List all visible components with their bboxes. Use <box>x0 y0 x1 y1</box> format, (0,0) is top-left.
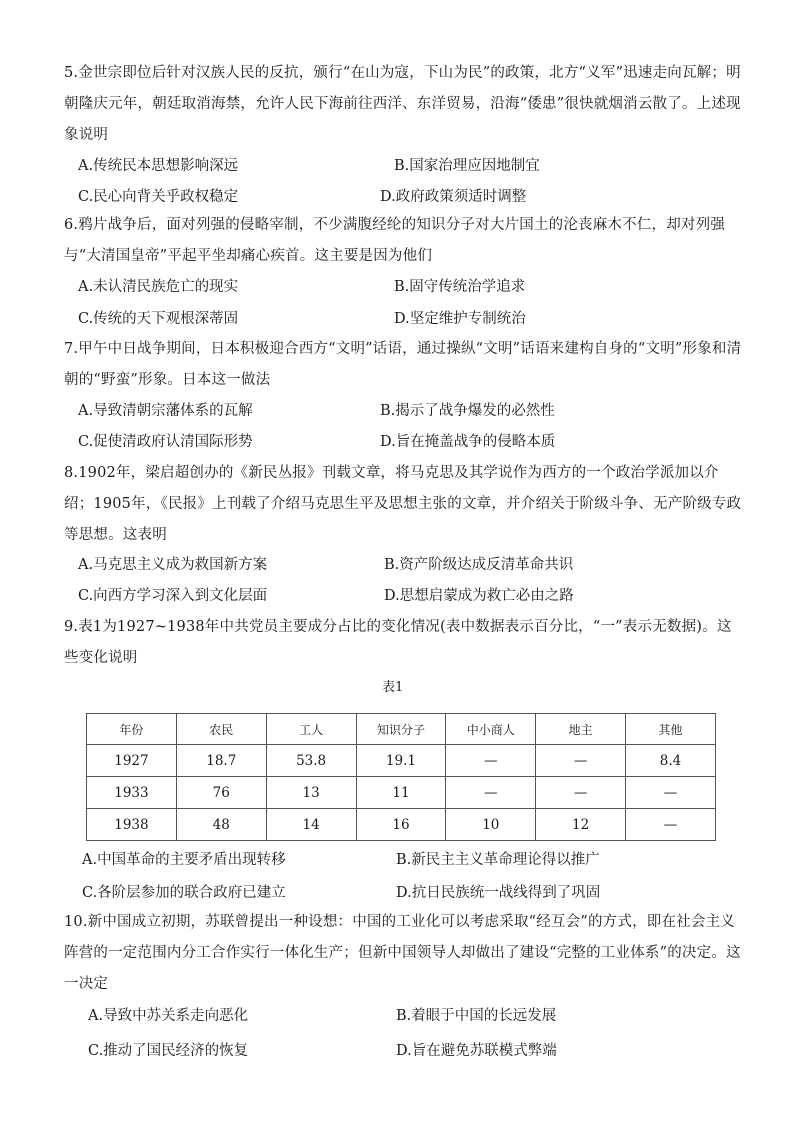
table-cell: — <box>536 745 626 777</box>
question-10-option-b[interactable]: B.着眼于中国的长远发展 <box>396 1008 557 1024</box>
table-cell: 18.7 <box>176 745 266 777</box>
question-6-option-b[interactable]: B.固守传统治学追求 <box>394 279 526 295</box>
header-others: 其他 <box>626 714 716 745</box>
question-6-option-c[interactable]: C.传统的天下观根深蒂固 <box>78 311 239 327</box>
question-5-option-c[interactable]: C.民心向背关乎政权稳定 <box>78 189 239 205</box>
header-intellectuals: 知识分子 <box>356 714 446 745</box>
question-6-option-d[interactable]: D.坚定维护专制统治 <box>394 311 526 327</box>
table-cell: 76 <box>176 777 266 809</box>
header-peasants: 农民 <box>176 714 266 745</box>
question-7-option-d[interactable]: D.旨在掩盖战争的侵略本质 <box>380 434 556 450</box>
question-5-option-b[interactable]: B.国家治理应因地制宜 <box>394 158 540 174</box>
question-6-option-a[interactable]: A.未认清民族危亡的现实 <box>78 279 239 295</box>
question-8-option-b[interactable]: B.资产阶级达成反清革命共识 <box>384 557 574 573</box>
table-row <box>87 777 716 809</box>
question-7-option-c[interactable]: C.促使清政府认清国际形势 <box>78 434 253 450</box>
table-cell: 1938 <box>87 809 177 841</box>
question-10-stem: 10.新中国成立初期，苏联曾提出一种设想：中国的工业化可以考虑采取“经互会”的方式，即在社会主义阵营的一定范围内分工合作实行一体化生产；但新中国领导人却做出了建设“完整的工业体系”的决定。这一决定 <box>64 914 741 992</box>
question-7-option-a[interactable]: A.导致清朝宗藩体系的瓦解 <box>78 403 253 419</box>
table-cell: 16 <box>356 809 446 841</box>
question-8-stem: 8.1902年，梁启超创办的《新民丛报》刊载文章，将马克思及其学说作为西方的一个政治学派加以介绍；1905年，《民报》上刊载了介绍马克思生平及思想主张的文章，并介绍关于阶级斗争、无产阶级专政等思想。这表明 <box>64 465 742 543</box>
question-9-option-c[interactable]: C.各阶层参加的联合政府已建立 <box>82 885 286 901</box>
question-10-option-d[interactable]: D.旨在避免苏联模式弊端 <box>396 1043 557 1059</box>
question-6-stem: 6.鸦片战争后，面对列强的侵略宰制，不少满腹经纶的知识分子对大片国土的沦丧麻木不仁，却对列强与“大清国皇帝”平起平坐却痛心疾首。这主要是因为他们 <box>64 217 726 264</box>
table-row <box>87 745 716 777</box>
header-landlords: 地主 <box>536 714 626 745</box>
question-7-option-b[interactable]: B.揭示了战争爆发的必然性 <box>380 403 555 419</box>
question-8-option-c[interactable]: C.向西方学习深入到文化层面 <box>78 588 268 604</box>
table-cell: — <box>626 777 716 809</box>
question-9-option-a[interactable]: A.中国革命的主要矛盾出现转移 <box>82 852 286 868</box>
table-cell: 1927 <box>87 745 177 777</box>
question-10-option-a[interactable]: A.导致中苏关系走向恶化 <box>88 1008 249 1024</box>
table-cell: 12 <box>536 809 626 841</box>
header-year: 年份 <box>87 714 177 745</box>
table-cell: 14 <box>266 809 356 841</box>
table-cell: 1933 <box>87 777 177 809</box>
header-workers: 工人 <box>266 714 356 745</box>
question-9-stem: 9.表1为1927~1938年中共党员主要成分占比的变化情况(表中数据表示百分比，“一”表示无数据)。这些变化说明 <box>64 619 732 666</box>
table-cell: — <box>446 745 536 777</box>
question-9-option-b[interactable]: B.新民主主义革命理论得以推广 <box>396 852 600 868</box>
table-cell: 48 <box>176 809 266 841</box>
table-cell: 11 <box>356 777 446 809</box>
question-10-option-c[interactable]: C.推动了国民经济的恢复 <box>88 1043 249 1059</box>
table-cell: 19.1 <box>356 745 446 777</box>
table-cell: 13 <box>266 777 356 809</box>
question-5-option-a[interactable]: A.传统民本思想影响深远 <box>78 158 239 174</box>
table-cell: 53.8 <box>266 745 356 777</box>
table-cell: 10 <box>446 809 536 841</box>
header-merchants: 中小商人 <box>446 714 536 745</box>
question-7-stem: 7.甲午中日战争期间，日本积极迎合西方“文明”话语，通过操纵“文明”话语来建构自身的“文明”形象和清朝的“野蛮”形象。日本这一做法 <box>64 341 742 388</box>
table-row <box>87 809 716 841</box>
table-header-row <box>87 714 716 745</box>
table-cell: — <box>536 777 626 809</box>
table-cell: — <box>626 809 716 841</box>
table-cell: 8.4 <box>626 745 716 777</box>
party-composition-table <box>86 713 716 841</box>
question-8-option-d[interactable]: D.思想启蒙成为救亡必由之路 <box>384 588 574 604</box>
table-cell: — <box>446 777 536 809</box>
question-5-option-d[interactable]: D.政府政策须适时调整 <box>380 189 527 205</box>
question-5-stem: 5.金世宗即位后针对汉族人民的反抗，颁行“在山为寇，下山为民”的政策，北方“义军”迅速走向瓦解；明朝隆庆元年，朝廷取消海禁，允许人民下海前往西洋、东洋贸易，沿海“倭患”很快就烟消云散了。上述现象说明 <box>64 65 741 143</box>
question-8-option-a[interactable]: A.马克思主义成为救国新方案 <box>78 557 268 573</box>
question-9-option-d[interactable]: D.抗日民族统一战线得到了巩固 <box>396 885 601 901</box>
table-caption: 表1 <box>382 680 404 695</box>
